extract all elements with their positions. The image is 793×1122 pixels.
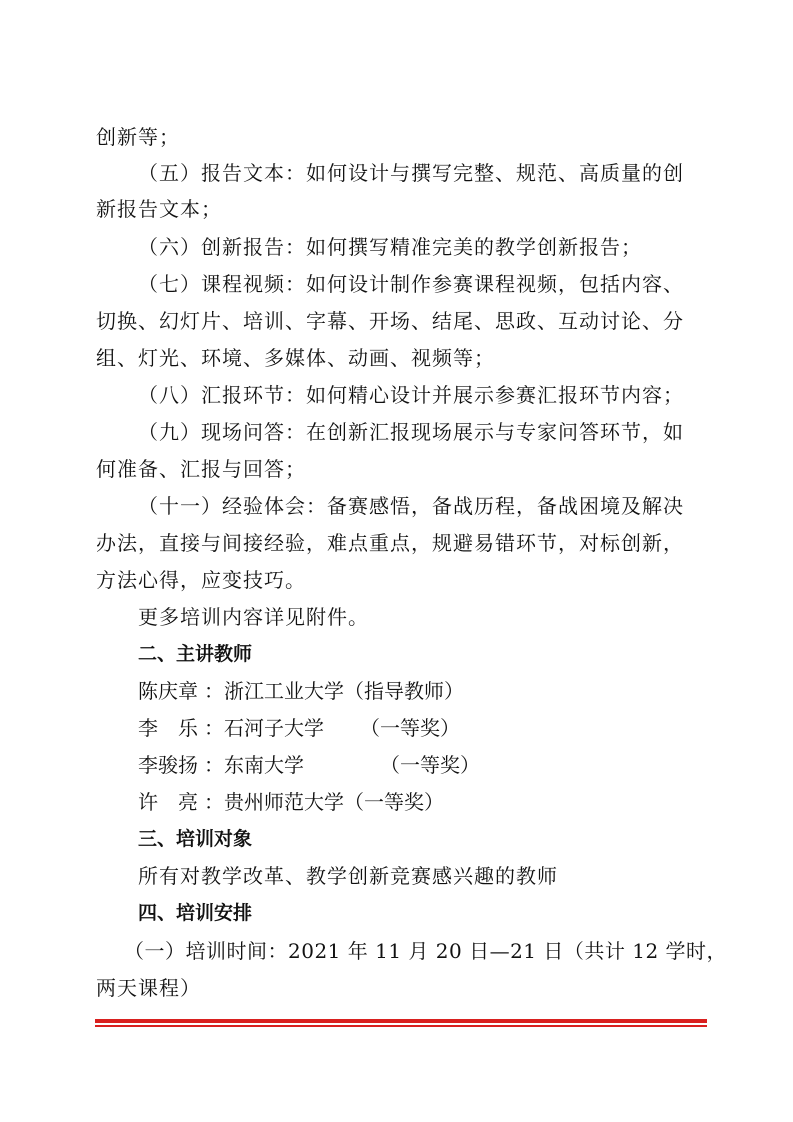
item-experience: （十一）经验体会：备赛感悟，备战历程，备战困境及解决 (138, 494, 684, 518)
item-innovation-report: （六）创新报告：如何撰写精准完美的教学创新报告； (138, 235, 642, 259)
section-heading-teachers: 二、主讲教师 (138, 643, 253, 665)
paragraph-line: 办法，直接与间接经验，难点重点，规避易错环节，对标创新， (96, 531, 684, 555)
section-heading-audience: 三、培训对象 (138, 828, 253, 850)
paragraph-line: 切换、幻灯片、培训、字幕、开场、结尾、思政、互动讨论、分 (96, 309, 684, 333)
teacher-separator: ： (204, 790, 224, 814)
footer-rule (95, 1019, 707, 1023)
teacher-award: （指导教师） (344, 679, 464, 703)
paragraph-line: 创新等； (96, 125, 180, 149)
item-presentation: （八）汇报环节：如何精心设计并展示参赛汇报环节内容； (138, 383, 684, 407)
footer-rule-thin (95, 1025, 707, 1027)
teacher-name: 许 亮 (138, 790, 198, 814)
teacher-award: （一等奖） (380, 753, 480, 777)
teacher-row (138, 678, 464, 704)
schedule-time: （一）培训时间：2021 年 11 月 20 日—21 日（共计 12 学时， (124, 939, 728, 963)
teacher-university: 石河子大学 (224, 716, 324, 740)
teacher-separator: ： (204, 679, 224, 703)
teacher-name: 陈庆章 (138, 679, 198, 703)
teacher-row (138, 715, 460, 741)
audience-text: 所有对教学改革、教学创新竞赛感兴趣的教师 (138, 864, 558, 888)
teacher-university: 贵州师范大学 (224, 790, 344, 814)
teacher-award: （一等奖） (360, 716, 460, 740)
see-attachment-note: 更多培训内容详见附件。 (138, 605, 369, 629)
paragraph-line: 方法心得，应变技巧。 (96, 568, 306, 592)
teacher-separator: ： (204, 753, 224, 777)
teacher-row (138, 752, 480, 778)
teacher-row (138, 789, 444, 815)
section-heading-schedule: 四、培训安排 (138, 902, 253, 924)
teacher-award: （一等奖） (344, 790, 444, 814)
teacher-name: 李 乐 (138, 716, 198, 740)
teacher-separator: ： (204, 716, 224, 740)
paragraph-line: 何准备、汇报与回答； (96, 457, 306, 481)
paragraph-line: 两天课程） (96, 976, 201, 1000)
item-qa: （九）现场问答：在创新汇报现场展示与专家问答环节，如 (138, 420, 684, 444)
item-course-video: （七）课程视频：如何设计制作参赛课程视频，包括内容、 (138, 272, 684, 296)
teacher-name: 李骏扬 (138, 753, 198, 777)
teacher-university: 东南大学 (224, 753, 304, 777)
item-report-text: （五）报告文本：如何设计与撰写完整、规范、高质量的创 (138, 161, 684, 185)
teacher-university: 浙江工业大学 (224, 679, 344, 703)
paragraph-line: 新报告文本； (96, 197, 222, 221)
paragraph-line: 组、灯光、环境、多媒体、动画、视频等； (96, 346, 495, 370)
